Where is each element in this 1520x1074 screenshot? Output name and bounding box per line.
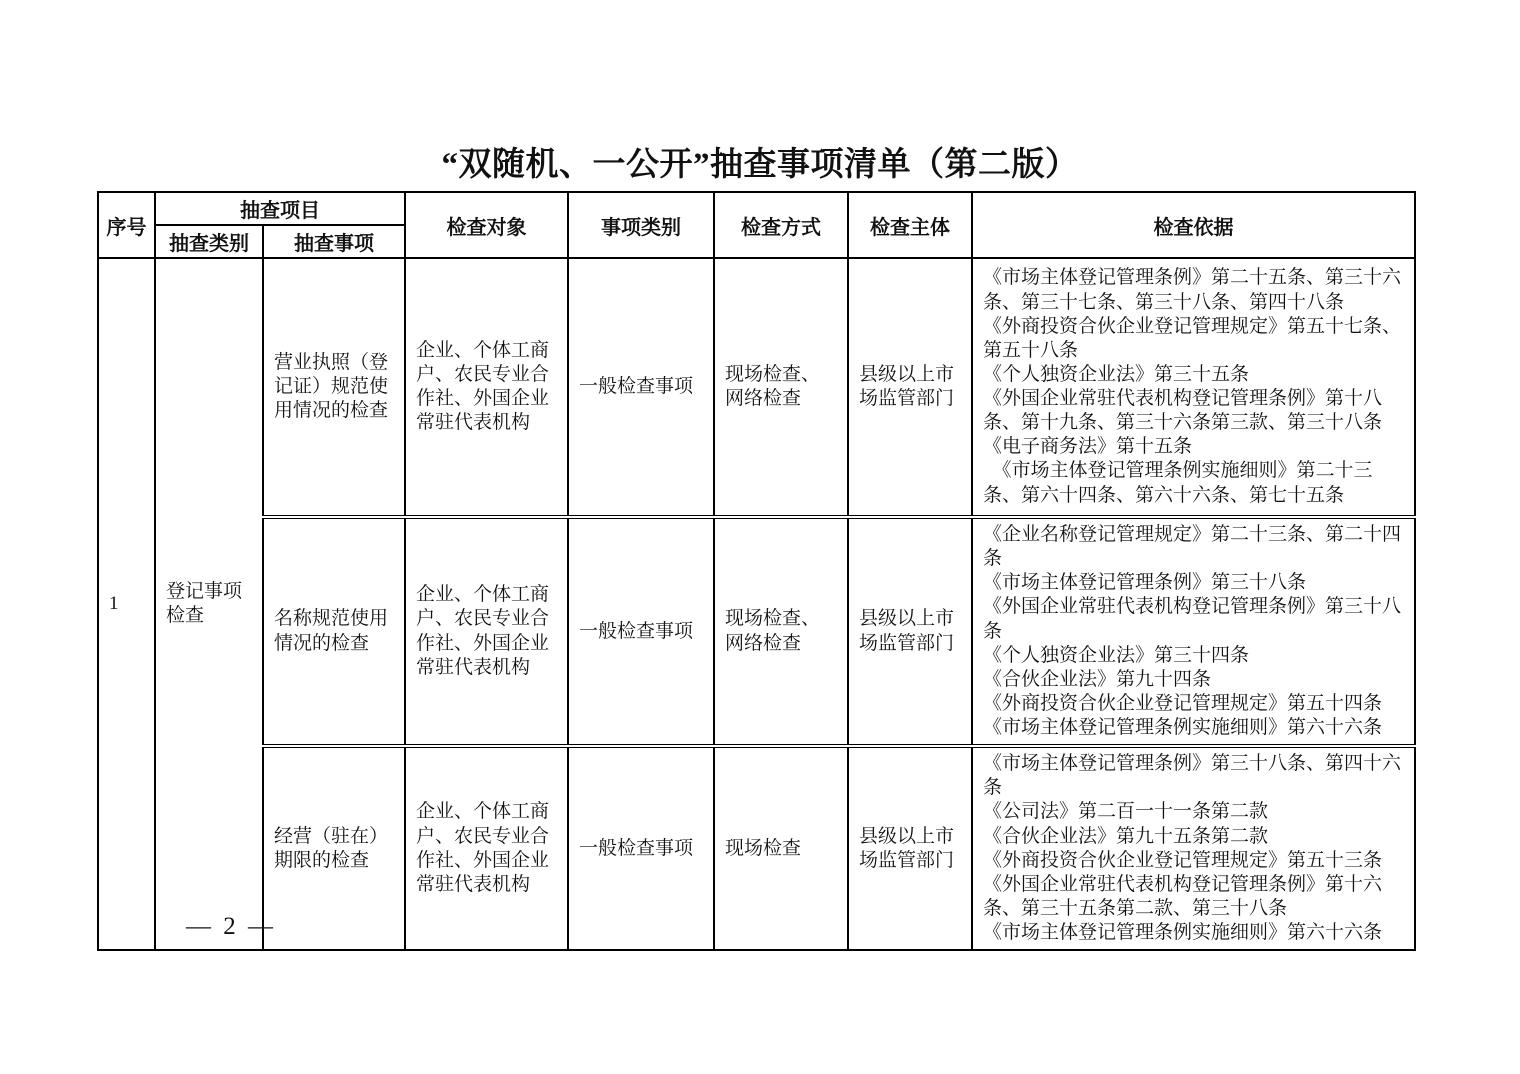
- basis-line: 《个人独资企业法》第三十五条: [983, 363, 1250, 385]
- method-cell: 现场检查、网络检查: [714, 517, 848, 746]
- target-cell: 企业、个体工商户、农民专业合作社、外国企业常驻代表机构: [405, 258, 568, 517]
- method-cell: 现场检查、网络检查: [714, 258, 848, 517]
- basis-line: 《市场主体登记管理条例实施细则》第六十六条: [983, 717, 1383, 738]
- basis-line: 《市场主体登记管理条例》第三十八条、第四十六条: [983, 753, 1402, 799]
- table-row: [98, 746, 1415, 950]
- item-type-cell: 一般检查事项: [568, 517, 714, 746]
- authority-cell: 县级以上市场监管部门: [848, 746, 972, 950]
- basis-line: 《外商投资合伙企业登记管理规定》第五十七条、第五十八条: [983, 315, 1402, 361]
- basis-line: 《市场主体登记管理条例》第二十五条、第三十六条、第三十七条、第三十八条、第四十八条: [983, 267, 1402, 313]
- header-authority: 检查主体: [848, 192, 972, 258]
- header-item-type: 事项类别: [568, 192, 714, 258]
- method-cell: 现场检查: [714, 746, 848, 950]
- item-type-cell: 一般检查事项: [568, 746, 714, 950]
- item-cell: 名称规范使用情况的检查: [263, 517, 405, 746]
- target-cell: 企业、个体工商户、农民专业合作社、外国企业常驻代表机构: [405, 746, 568, 950]
- basis-line: 《外国企业常驻代表机构登记管理条例》第三十八条: [983, 596, 1402, 642]
- table-row: [98, 258, 1415, 517]
- basis-line: 《外国企业常驻代表机构登记管理条例》第十八条、第十九条、第三十六条第三款、第三十八条: [983, 388, 1383, 434]
- basis-line: 《市场主体登记管理条例实施细则》第二十三条、第六十四条、第六十六条、第七十五条: [983, 460, 1373, 506]
- category-cell: 登记事项检查: [155, 258, 263, 950]
- basis-line: 《企业名称登记管理规定》第二十三条、第二十四条: [983, 524, 1402, 570]
- basis-line: 《外商投资合伙企业登记管理规定》第五十四条: [983, 692, 1383, 714]
- serial-cell: 1: [98, 258, 155, 950]
- basis-line: 《电子商务法》第十五条: [983, 436, 1193, 458]
- basis-line: 《合伙企业法》第九十五条第二款: [983, 825, 1269, 847]
- header-method: 检查方式: [714, 192, 848, 258]
- page-number: — 2 —: [186, 913, 276, 940]
- target-cell: 企业、个体工商户、农民专业合作社、外国企业常驻代表机构: [405, 517, 568, 746]
- authority-cell: 县级以上市场监管部门: [848, 258, 972, 517]
- item-cell: 营业执照（登记证）规范使用情况的检查: [263, 258, 405, 517]
- table-row: [98, 517, 1415, 746]
- header-item: 抽查事项: [263, 225, 405, 258]
- spot-check-table: [97, 191, 1416, 951]
- header-category: 抽查类别: [155, 225, 263, 258]
- header-serial: 序号: [98, 192, 155, 258]
- authority-cell: 县级以上市场监管部门: [848, 517, 972, 746]
- basis-line: 《外国企业常驻代表机构登记管理条例》第十六条、第三十五条第二款、第三十八条: [983, 873, 1383, 919]
- basis-line: 《合伙企业法》第九十四条: [983, 668, 1212, 690]
- page-title: “双随机、一公开”抽查事项清单（第二版）: [441, 147, 1079, 183]
- basis-line: 《市场主体登记管理条例》第三十八条: [983, 572, 1307, 594]
- header-project: 抽查项目: [155, 192, 405, 225]
- item-type-cell: 一般检查事项: [568, 258, 714, 517]
- item-cell: 经营（驻在）期限的检查: [263, 746, 405, 950]
- basis-cell: [972, 746, 1415, 950]
- basis-line: 《个人独资企业法》第三十四条: [983, 644, 1250, 666]
- basis-cell: [972, 258, 1415, 517]
- header-basis: 检查依据: [972, 192, 1415, 258]
- basis-line: 《外商投资合伙企业登记管理规定》第五十三条: [983, 849, 1383, 871]
- basis-cell: [972, 517, 1415, 746]
- header-target: 检查对象: [405, 192, 568, 258]
- header-row-top: [98, 192, 1415, 225]
- basis-line: 《市场主体登记管理条例实施细则》第六十六条: [983, 922, 1383, 943]
- basis-line: 《公司法》第二百一十一条第二款: [983, 801, 1269, 823]
